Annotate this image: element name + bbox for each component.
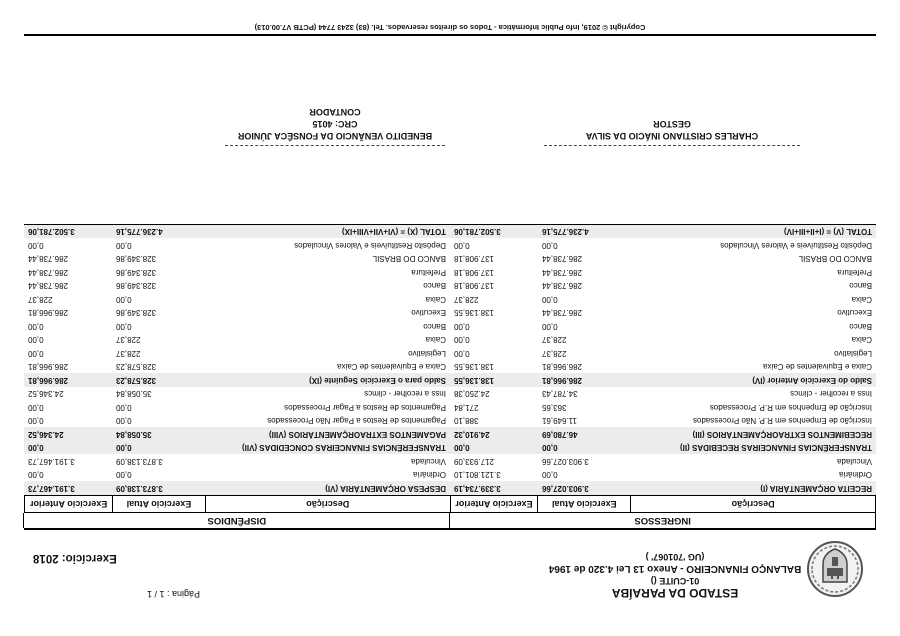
table-row: [24, 441, 876, 455]
balance-table: [24, 224, 876, 530]
dispendios-anterior-cell: 0,00: [28, 321, 44, 331]
dispendios-atual-cell: 0,00: [116, 294, 132, 304]
dispendios-atual-cell: 0,00: [116, 443, 132, 453]
dispendios-anterior-cell: 286.966,81: [28, 375, 69, 385]
copyright-text: Copyright © 2019, Info Public Informática - Todos os direitos reservados. Tel. (83) 3243 7744 (PCTB V7.00.013): [254, 23, 646, 32]
ingressos-desc-cell: Legislativo: [834, 348, 872, 358]
table-row: [24, 401, 876, 415]
dispendios-desc-cell: Caixa e Equivalentes de Caixa: [337, 362, 446, 372]
ingressos-atual-cell: 286.966,81: [542, 375, 583, 385]
dispendios-desc-cell: Vinculada: [411, 456, 446, 466]
dispendios-anterior-cell: 286.738,44: [28, 281, 69, 291]
dispendios-anterior-cell: 3.191.467,73: [28, 456, 75, 466]
dispendios-desc-cell: TRANSFERÊNCIAS FINANCEIRAS CONCEDIDAS (VII): [241, 443, 446, 453]
ingressos-desc-cell: TOTAL (V) = (I+II+III+IV): [783, 227, 872, 237]
ingressos-anterior-cell: 271,84: [454, 402, 479, 412]
ingressos-anterior-cell: 138.136,55: [454, 362, 495, 372]
table-row: [24, 239, 876, 253]
dispendios-desc-cell: BANCO DO BRASIL: [372, 254, 446, 264]
table-row: [24, 387, 876, 401]
ingressos-anterior-cell: 228,37: [454, 294, 479, 304]
gestor-name: CHARLES CRISTIANO INÁCIO DA SILVA: [585, 131, 759, 141]
col-descricao-left: Descrição: [630, 496, 875, 512]
org-name: ESTADO DA PARAÍBA: [611, 586, 739, 600]
dispendios-desc-cell: Banco: [423, 321, 446, 331]
gestor-role: GESTOR: [653, 119, 691, 129]
dispendios-anterior-cell: 286.738,44: [28, 267, 69, 277]
ingressos-desc-cell: Caixa e Equivalentes de Caixa: [763, 362, 872, 372]
ingressos-desc-cell: Prefeitura: [837, 267, 872, 277]
table-row: [24, 279, 876, 293]
dispendios-desc-cell: Prefeitura: [411, 267, 446, 277]
exercise-year: Exercício: 2018: [33, 552, 117, 564]
ingressos-desc-cell: Inscrição de Empenhos em R.P. Processados: [709, 402, 872, 412]
dispendios-atual-cell: 4.236.775,16: [116, 227, 163, 237]
ingressos-anterior-cell: 0,00: [454, 321, 470, 331]
ingressos-desc-cell: Inss a recolher - climcs: [790, 389, 872, 399]
dispendios-desc-cell: Pagamentos de Restos a Pagar Processados: [284, 402, 446, 412]
ingressos-anterior-cell: 0,00: [454, 443, 470, 453]
table-row: [24, 225, 876, 239]
col-descricao-right: Descrição: [205, 496, 450, 512]
dispendios-atual-cell: 228,37: [116, 335, 141, 345]
dispendios-atual-cell: 0,00: [116, 416, 132, 426]
ingressos-atual-cell: 286.738,44: [542, 254, 583, 264]
ug-code: (UG '701067' ): [645, 552, 705, 562]
contador-name: BENEDITO VENÂNCIO DA FONSÊCA JÚNIOR: [237, 131, 433, 141]
dispendios-desc-cell: PAGAMENTOS EXTRAORÇAMENTÁRIOS (VIII): [268, 429, 446, 439]
dispendios-atual-cell: 328.349,86: [116, 254, 157, 264]
contador-crc: CRC: 4015: [312, 119, 358, 129]
table-row: [24, 293, 876, 307]
dispendios-anterior-cell: 286.966,81: [28, 308, 69, 318]
ingressos-anterior-cell: 0,00: [454, 335, 470, 345]
ingressos-atual-cell: 3.903.027,66: [542, 483, 589, 493]
ingressos-atual-cell: 228,37: [542, 335, 567, 345]
dispendios-desc-cell: Caixa: [425, 335, 446, 345]
dispendios-desc-cell: Depósito Restituíveis e Valores Vinculados: [294, 240, 446, 250]
ingressos-desc-cell: Caixa: [851, 335, 872, 345]
ingressos-atual-cell: 286.738,44: [542, 281, 583, 291]
dispendios-anterior-cell: 0,00: [28, 348, 44, 358]
entity-name: 01-CUITE (): [650, 576, 700, 586]
column-header-row: [24, 495, 876, 512]
ingressos-desc-cell: Banco: [849, 281, 872, 291]
dispendios-anterior-cell: 0,00: [28, 416, 44, 426]
ingressos-header: INGRESSOS: [449, 513, 875, 528]
ingressos-anterior-cell: 137.908,18: [454, 267, 495, 277]
dispendios-atual-cell: 328.578,23: [116, 362, 157, 372]
dispendios-anterior-cell: 0,00: [28, 240, 44, 250]
table-row: [24, 266, 876, 280]
ingressos-atual-cell: 363,65: [542, 402, 567, 412]
dispendios-anterior-cell: 286.966,81: [28, 362, 69, 372]
ingressos-desc-cell: Vinculada: [837, 456, 872, 466]
ingressos-anterior-cell: 137.908,18: [454, 281, 495, 291]
dispendios-atual-cell: 35.058,84: [116, 389, 152, 399]
dispendios-atual-cell: 328.578,23: [116, 375, 157, 385]
dispendios-atual-cell: 328.349,86: [116, 281, 157, 291]
ingressos-desc-cell: Saldo do Exercício Anterior (IV): [752, 375, 872, 385]
dispendios-desc-cell: Legislativo: [408, 348, 446, 358]
ingressos-atual-cell: 286.738,44: [542, 308, 583, 318]
signature-line: [544, 145, 800, 146]
dispendios-desc-cell: Inss a recolher - climcs: [364, 389, 446, 399]
dispendios-anterior-cell: 3.502.781,06: [28, 227, 75, 237]
ingressos-atual-cell: 286.966,81: [542, 362, 583, 372]
ingressos-desc-cell: Banco: [849, 321, 872, 331]
dispendios-anterior-cell: 228,37: [28, 294, 53, 304]
footer-divider: [24, 34, 876, 36]
section-header-row: [24, 512, 876, 528]
dispendios-desc-cell: Banco: [423, 281, 446, 291]
dispendios-header: DISPÊNDIOS: [23, 513, 449, 528]
ingressos-atual-cell: 46.780,69: [542, 429, 578, 439]
col-atual-right: Exercício Atual: [112, 496, 205, 512]
ingressos-atual-cell: 228,37: [542, 348, 567, 358]
dispendios-atual-cell: 0,00: [116, 470, 132, 480]
dispendios-atual-cell: 0,00: [116, 240, 132, 250]
ingressos-atual-cell: 0,00: [542, 443, 558, 453]
ingressos-atual-cell: 286.738,44: [542, 267, 583, 277]
table-row: [24, 306, 876, 320]
ingressos-anterior-cell: 137.908,18: [454, 254, 495, 264]
ingressos-anterior-cell: 217.933,09: [454, 456, 495, 466]
dispendios-atual-cell: 35.058,84: [116, 429, 152, 439]
col-anterior-right: Exercício Anterior: [24, 496, 112, 512]
dispendios-anterior-cell: 286.738,44: [28, 254, 69, 264]
ingressos-atual-cell: 34.787,43: [542, 389, 578, 399]
col-atual-left: Exercício Atual: [537, 496, 630, 512]
ingressos-atual-cell: 3.903.027,66: [542, 456, 589, 466]
dispendios-desc-cell: TOTAL (X) = (VI+VII+VIII+IX): [341, 227, 446, 237]
ingressos-anterior-cell: 0,00: [454, 348, 470, 358]
dispendios-atual-cell: 0,00: [116, 402, 132, 412]
table-row: [24, 428, 876, 442]
table-row: [24, 333, 876, 347]
ingressos-desc-cell: Caixa: [851, 294, 872, 304]
signature-line: [225, 145, 445, 146]
table-row: [24, 468, 876, 482]
ingressos-anterior-cell: 0,00: [454, 240, 470, 250]
table-row: [24, 360, 876, 374]
dispendios-atual-cell: 228,37: [116, 348, 141, 358]
ingressos-desc-cell: Depósito Restituíveis e Valores Vinculados: [720, 240, 872, 250]
dispendios-desc-cell: Executivo: [411, 308, 446, 318]
ingressos-desc-cell: TRANSFERÊNCIAS FINANCEIRAS RECEBIDAS (II): [679, 443, 872, 453]
dispendios-atual-cell: 328.349,86: [116, 308, 157, 318]
dispendios-desc-cell: Saldo para o Exercício Seguinte (IX): [309, 375, 446, 385]
table-rows: [24, 224, 876, 495]
dispendios-desc-cell: Pagamentos de Restos a Pagar Não Processados: [267, 416, 446, 426]
report-header: [530, 551, 820, 600]
ingressos-desc-cell: Executivo: [837, 308, 872, 318]
dispendios-anterior-cell: 0,00: [28, 443, 44, 453]
table-row: [24, 455, 876, 469]
ingressos-desc-cell: RECEBIMENTOS EXTRAORÇAMENTÁRIOS (III): [692, 429, 872, 439]
ingressos-desc-cell: RECEITA ORÇAMENTÁRIA (I): [760, 483, 872, 493]
signature-gestor: [544, 118, 800, 146]
ingressos-anterior-cell: 138.136,55: [454, 308, 495, 318]
ingressos-atual-cell: 4.236.775,16: [542, 227, 589, 237]
dispendios-anterior-cell: 0,00: [28, 402, 44, 412]
table-row: [24, 252, 876, 266]
dispendios-anterior-cell: 0,00: [28, 335, 44, 345]
ingressos-atual-cell: 0,00: [542, 240, 558, 250]
dispendios-anterior-cell: 0,00: [28, 470, 44, 480]
ingressos-desc-cell: Inscrição de Empenhos em R.P. Não Processados: [692, 416, 872, 426]
dispendios-anterior-cell: 24.346,52: [28, 389, 64, 399]
report-title: BALANÇO FINANCEIRO - Anexo 13 Lei 4.320 de 1964: [548, 563, 802, 574]
ingressos-desc-cell: Ordinária: [839, 470, 872, 480]
signature-contador: [225, 106, 445, 146]
dispendios-desc-cell: Ordinária: [413, 470, 446, 480]
ingressos-anterior-cell: 388,10: [454, 416, 479, 426]
table-row: [24, 347, 876, 361]
page-number: Página : 1 / 1: [146, 589, 200, 599]
ingressos-anterior-cell: 3.502.781,06: [454, 227, 501, 237]
ingressos-atual-cell: 11.649,61: [542, 416, 577, 426]
ingressos-anterior-cell: 138.136,55: [454, 375, 495, 385]
table-row: [24, 414, 876, 428]
ingressos-anterior-cell: 24.250,38: [454, 389, 490, 399]
ingressos-desc-cell: BANCO DO BRASIL: [798, 254, 872, 264]
table-row: [24, 482, 876, 496]
dispendios-anterior-cell: 24.346,52: [28, 429, 64, 439]
ingressos-anterior-cell: 3.339.734,19: [454, 483, 501, 493]
dispendios-atual-cell: 0,00: [116, 321, 132, 331]
ingressos-atual-cell: 0,00: [542, 470, 558, 480]
dispendios-desc-cell: Caixa: [425, 294, 446, 304]
ingressos-anterior-cell: 3.121.801,10: [454, 470, 501, 480]
dispendios-desc-cell: DESPESA ORÇAMENTÁRIA (VI): [325, 483, 446, 493]
col-anterior-left: Exercício Anterior: [450, 496, 538, 512]
dispendios-atual-cell: 328.349,86: [116, 267, 157, 277]
ingressos-atual-cell: 0,00: [542, 294, 558, 304]
ingressos-anterior-cell: 24.910,32: [454, 429, 490, 439]
table-row: [24, 320, 876, 334]
table-row: [24, 374, 876, 388]
ingressos-atual-cell: 0,00: [542, 321, 558, 331]
dispendios-atual-cell: 3.873.138,09: [116, 456, 163, 466]
dispendios-anterior-cell: 3.191.467,73: [28, 483, 75, 493]
contador-role: CONTADOR: [309, 107, 361, 117]
dispendios-atual-cell: 3.873.138,09: [116, 483, 163, 493]
